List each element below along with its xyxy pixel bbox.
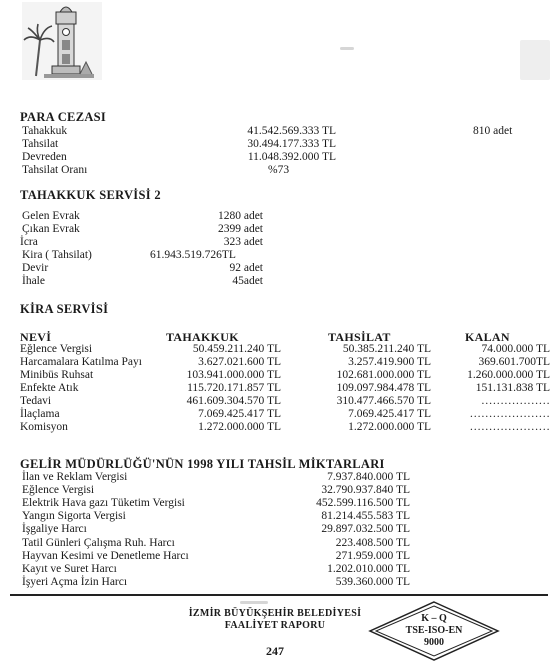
badge-line-9000: 9000 [424, 637, 444, 648]
tahakkuk-value: 323 adet [223, 236, 263, 248]
gelir-label: İlan ve Reklam Vergisi [22, 471, 128, 483]
kira-header-tahakkuk: TAHAKKUK [166, 330, 239, 344]
section-title-tahakkuk-servisi: TAHAKKUK SERVİSİ 2 [20, 188, 161, 202]
clock-tower-logo [22, 2, 102, 80]
kira-cell-kalan: 1.260.000.000 TL [467, 369, 550, 381]
badge-line-kq: K – Q [421, 613, 447, 624]
tahakkuk-value: 2399 adet [217, 223, 263, 235]
gelir-value: 81.214.455.583 TL [321, 510, 410, 523]
kira-cell-tahakkuk: 1.272.000.000 TL [198, 421, 281, 433]
kira-header-tahsilat: TAHSİLAT [328, 330, 391, 344]
gelir-label: Tatil Günleri Çalışma Ruh. Harcı [22, 536, 175, 549]
gelir-label: Hayvan Kesimi ve Denetleme Harcı [22, 549, 189, 562]
kira-cell-tahakkuk: 3.627.021.600 TL [198, 356, 281, 368]
kira-cell-nevi: İlaçlama [20, 408, 60, 420]
para-cezasi-value: 41.542.569.333 TL [247, 125, 336, 137]
gelir-value: 32.790.937.840 TL [321, 484, 410, 497]
gelir-label: Elektrik Hava gazı Tüketim Vergisi [22, 497, 185, 510]
gelir-label: Eğlence Vergisi [22, 484, 95, 497]
gelir-label: İşyeri Açma İzin Harcı [22, 575, 128, 588]
footer-rule [10, 594, 548, 596]
tahakkuk-label: Devir [22, 262, 49, 274]
para-cezasi-label: Tahakkuk [22, 125, 68, 137]
tahakkuk-label: Çıkan Evrak [22, 223, 80, 235]
kira-cell-tahsilat: 1.272.000.000 TL [348, 421, 431, 433]
scan-mark [340, 47, 354, 50]
tahakkuk-value: 61.943.519.726TL [150, 249, 236, 261]
tahakkuk-value: 92 adet [229, 262, 263, 274]
kira-cell-tahsilat: 3.257.419.900 TL [348, 356, 431, 368]
footer-org: İZMİR BÜYÜKŞEHİR BELEDİYESİ [188, 608, 362, 619]
para-cezasi-value: 11.048.392.000 TL [247, 151, 336, 163]
section-title-para-cezasi: PARA CEZASI [20, 110, 107, 124]
tahakkuk-label: İhale [22, 275, 45, 287]
page-number: 247 [266, 644, 284, 658]
badge-line-tse: TSE-ISO-EN [405, 625, 463, 636]
tahakkuk-label: Gelen Evrak [22, 210, 80, 222]
kira-cell-tahakkuk: 115.720.171.857 TL [187, 382, 281, 394]
kira-cell-tahsilat: 310.477.466.570 TL [336, 395, 431, 407]
kira-cell-tahakkuk: 7.069.425.417 TL [198, 408, 281, 420]
tahakkuk-label: İcra [20, 236, 38, 248]
kira-cell-tahakkuk: 50.459.211.240 TL [192, 343, 281, 355]
scan-mark [240, 601, 268, 604]
gelir-value: 1.202.010.000 TL [327, 562, 410, 575]
tahakkuk-value: 1280 adet [217, 210, 263, 222]
gelir-label: İşgaliye Harcı [22, 523, 87, 536]
para-cezasi-count: 810 adet [473, 125, 513, 137]
kira-cell-tahsilat: 109.097.984.478 TL [336, 382, 431, 394]
gelir-value: 29.897.032.500 TL [321, 523, 410, 536]
kira-cell-nevi: Harcamalara Katılma Payı [20, 356, 142, 368]
kira-cell-kalan: ………………… [469, 408, 550, 420]
section-title-kira-servisi: KİRA SERVİSİ [20, 302, 109, 316]
tahakkuk-value: 45adet [232, 275, 263, 287]
para-cezasi-label: Tahsilat Oranı [22, 164, 88, 176]
kira-cell-tahakkuk: 461.609.304.570 TL [186, 395, 281, 407]
section-title-gelir: GELİR MÜDÜRLÜĞÜ'NÜN 1998 YILI TAHSİL MİKTARLARI [20, 457, 385, 471]
gelir-value: 7.937.840.000 TL [327, 471, 410, 483]
kira-cell-tahakkuk: 103.941.000.000 TL [186, 369, 281, 381]
para-cezasi-label: Tahsilat [22, 138, 59, 150]
kira-header-nevi: NEVİ [20, 330, 52, 344]
kira-cell-kalan: ………………… [469, 421, 550, 433]
kira-cell-kalan: 151.131.838 TL [475, 382, 550, 394]
gelir-label: Kayıt ve Suret Harcı [22, 562, 117, 575]
kira-cell-kalan: 369.601.700TL [478, 356, 550, 368]
para-cezasi-label: Devreden [22, 151, 67, 163]
scan-mark [520, 40, 550, 80]
para-cezasi-value: %73 [268, 164, 290, 176]
kira-cell-tahsilat: 102.681.000.000 TL [336, 369, 431, 381]
kira-cell-nevi: Enfekte Atık [20, 382, 79, 394]
kira-cell-tahsilat: 7.069.425.417 TL [348, 408, 431, 420]
gelir-value: 223.408.500 TL [335, 536, 410, 549]
kira-cell-nevi: Minibüs Ruhsat [20, 369, 94, 381]
kira-cell-kalan: ……………… [481, 395, 550, 407]
kira-cell-nevi: Tedavi [20, 395, 52, 407]
gelir-label: Yangın Sigorta Vergisi [22, 510, 126, 523]
kira-header-kalan: KALAN [465, 330, 510, 344]
gelir-value: 271.959.000 TL [335, 549, 410, 562]
kira-cell-nevi: Komisyon [20, 421, 68, 433]
kira-cell-nevi: Eğlence Vergisi [20, 343, 93, 355]
tahakkuk-label: Kira ( Tahsilat) [22, 249, 92, 261]
gelir-value: 452.599.116.500 TL [316, 497, 410, 510]
para-cezasi-value: 30.494.177.333 TL [247, 138, 336, 150]
footer-report: FAALİYET RAPORU [224, 620, 326, 631]
gelir-value: 539.360.000 TL [335, 575, 410, 588]
kira-cell-kalan: 74.000.000 TL [481, 343, 550, 355]
kira-cell-tahsilat: 50.385.211.240 TL [342, 343, 431, 355]
